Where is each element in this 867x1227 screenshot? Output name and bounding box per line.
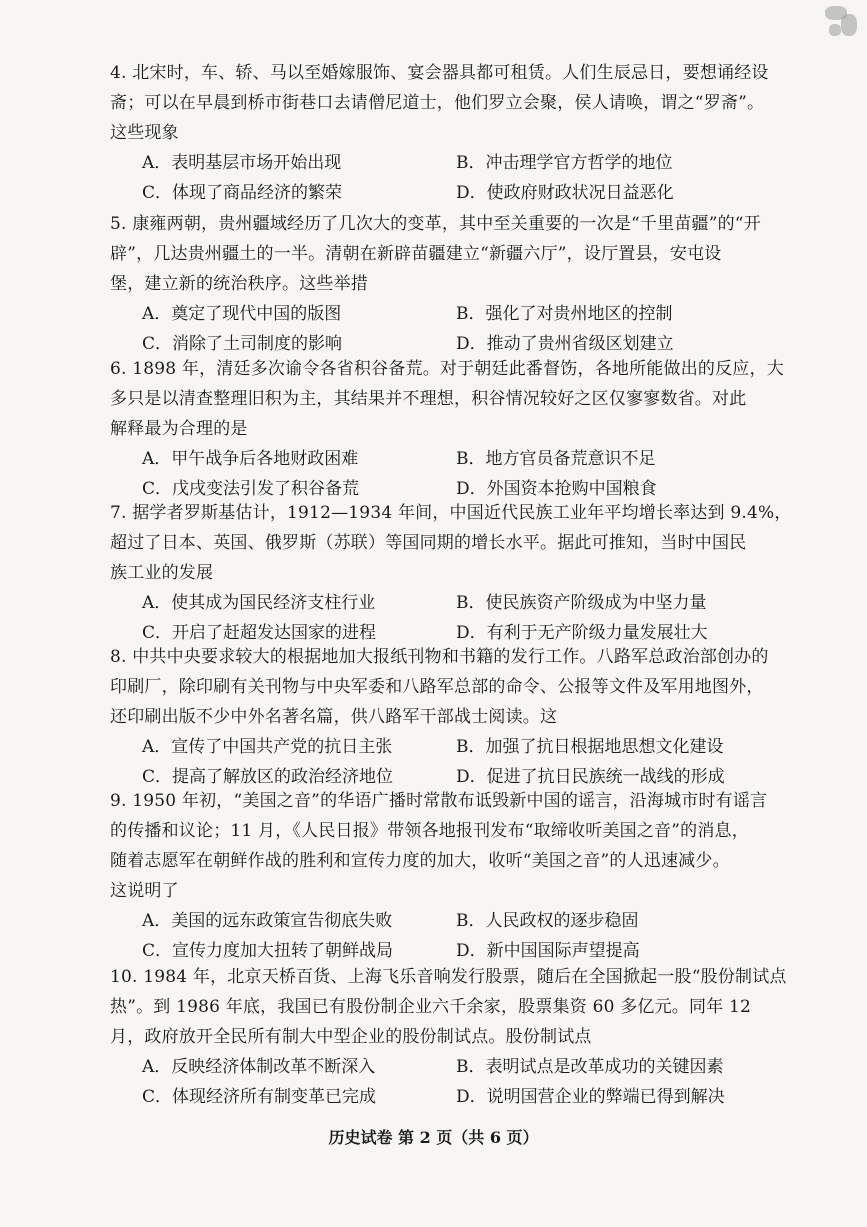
question-9: [110, 786, 790, 966]
question-text: 还印刷出版不少中外名著名篇，供八路军干部战士阅读。这: [110, 707, 558, 727]
option-a: A．甲午战争后各地财政困难: [142, 449, 359, 469]
option-c: C．提高了解放区的政治经济地位: [142, 767, 394, 787]
question-text: 7. 据学者罗斯基估计，1912—1934 年间，中国近代民族工业年平均增长率达到 9.4%，: [110, 503, 792, 523]
option-c: C．戊戌变法引发了积谷备荒: [142, 479, 360, 499]
question-text: 解释最为合理的是: [110, 419, 248, 439]
option-a: A．美国的远东政策宣告彻底失败: [142, 911, 393, 931]
question-7: [110, 498, 790, 648]
question-text: 辟”，几达贵州疆土的一半。清朝在新辟苗疆建立“新疆六厅”，设厅置县，安屯设: [110, 244, 722, 264]
option-b: B．地方官员备荒意识不足: [456, 449, 656, 469]
option-c: C．体现了商品经济的繁荣: [142, 183, 343, 203]
options: [110, 444, 790, 504]
question-text: 超过了日本、英国、俄罗斯（苏联）等国同期的增长水平。据此可推知，当时中国民: [110, 533, 747, 553]
question-text: 的传播和议论；11 月，《人民日报》带领各地报刊发布“取缔收听美国之音”的消息，: [110, 821, 749, 841]
option-b: B．人民政权的逐步稳固: [456, 911, 639, 931]
option-c: C．消除了土司制度的影响: [142, 334, 343, 354]
options: [110, 299, 790, 359]
question-text: 10. 1984 年，北京天桥百货、上海飞乐音响发行股票，随后在全国掀起一股“股份制试点: [110, 967, 787, 987]
option-a: A．反映经济体制改革不断深入: [142, 1057, 376, 1077]
option-d: D．促进了抗日民族统一战线的形成: [456, 767, 725, 787]
question-text: 热”。到 1986 年底，我国已有股份制企业六千余家，股票集资 60 多亿元。同年 12: [110, 997, 752, 1017]
question-10: [110, 962, 790, 1112]
question-text: 随着志愿军在朝鲜作战的胜利和宣传力度的加大，收听“美国之音”的人迅速减少。: [110, 851, 730, 871]
option-a: A．奠定了现代中国的版图: [142, 304, 342, 324]
question-5: [110, 209, 790, 359]
option-d: D．推动了贵州省级区划建立: [456, 334, 674, 354]
question-text: 堡，建立新的统治秩序。这些举措: [110, 274, 368, 294]
option-d: D．外国资本抢购中国粮食: [456, 479, 657, 499]
option-b: B．强化了对贵州地区的控制: [456, 304, 673, 324]
question-text: 斋；可以在早晨到桥市街巷口去请僧尼道士，他们罗立会聚，侯人请唤，谓之“罗斋”。: [110, 93, 765, 113]
options: [110, 906, 790, 966]
question-text: 8. 中共中央要求较大的根据地加大报纸刊物和书籍的发行工作。八路军总政治部创办的: [110, 647, 769, 667]
question-text: 6. 1898 年，清廷多次谕令各省积谷备荒。对于朝廷此番督饬，各地所能做出的反应，大: [110, 359, 784, 379]
question-text: 多只是以清查整理旧积为主，其结果并不理想，积谷情况较好之区仅寥寥数省。对此: [110, 389, 747, 409]
option-c: C．体现经济所有制变革已完成: [142, 1087, 377, 1107]
option-a: A．表明基层市场开始出现: [142, 153, 342, 173]
options: [110, 588, 790, 648]
option-c: C．开启了赶超发达国家的进程: [142, 623, 377, 643]
option-a: A．使其成为国民经济支柱行业: [142, 593, 376, 613]
question-text: 这说明了: [110, 881, 179, 901]
option-a: A．宣传了中国共产党的抗日主张: [142, 737, 393, 757]
option-d: D．使政府财政状况日益恶化: [456, 183, 674, 203]
option-d: D．新中国国际声望提高: [456, 941, 640, 961]
options: [110, 732, 790, 792]
question-8: [110, 642, 790, 792]
option-b: B．表明试点是改革成功的关键因素: [456, 1057, 724, 1077]
option-d: D．说明国营企业的弊端已得到解决: [456, 1087, 725, 1107]
corner-stamp-icon: [815, 2, 863, 46]
question-text: 印刷厂，除印刷有关刊物与中央军委和八路军总部的命令、公报等文件及军用地图外，: [110, 677, 764, 697]
page-footer: 历史试卷 第 2 页（共 6 页）: [328, 1128, 539, 1147]
options: [110, 148, 790, 208]
question-text: 9. 1950 年初，“美国之音”的华语广播时常散布诋毁新中国的谣言，沿海城市时有谣言: [110, 791, 768, 811]
option-c: C．宣传力度加大扭转了朝鲜战局: [142, 941, 394, 961]
question-4: [110, 58, 790, 208]
question-text: 这些现象: [110, 123, 179, 143]
option-b: B．使民族资产阶级成为中坚力量: [456, 593, 707, 613]
question-text: 5. 康雍两朝，贵州疆域经历了几次大的变革，其中至关重要的一次是“千里苗疆”的“开: [110, 214, 761, 234]
option-d: D．有利于无产阶级力量发展壮大: [456, 623, 708, 643]
question-text: 4. 北宋时，车、轿、马以至婚嫁服饰、宴会器具都可租赁。人们生辰忌日，要想诵经设: [110, 63, 769, 83]
option-b: B．冲击理学官方哲学的地位: [456, 153, 673, 173]
question-text: 族工业的发展: [110, 563, 214, 583]
question-text: 月，政府放开全民所有制大中型企业的股份制试点。股份制试点: [110, 1027, 592, 1047]
option-b: B．加强了抗日根据地思想文化建设: [456, 737, 724, 757]
options: [110, 1052, 790, 1112]
question-6: [110, 354, 790, 504]
